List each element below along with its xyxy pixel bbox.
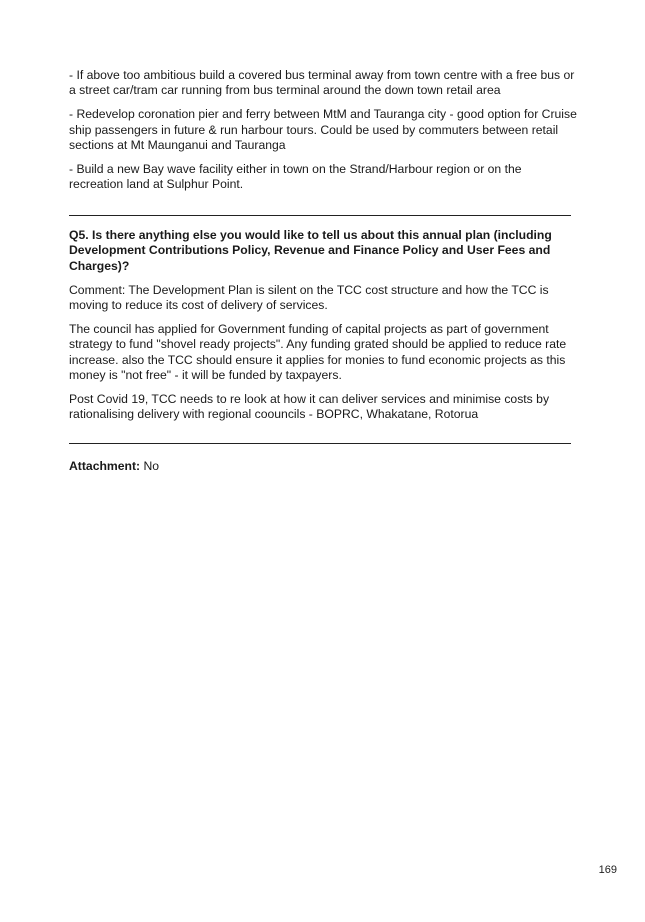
attachment-line [69,459,579,474]
section-divider [69,215,571,216]
answer-paragraph: The council has applied for Government funding of capital projects as part of government strategy to fund "shovel ready projects". Any funding grated should be applied to reduce rate increase. also the TCC should ensure it applies for monies to fund economic projects as this money is "not free" - it will be funded by taxpayers. [69,321,567,383]
page-number: 169 [598,864,617,876]
suggestion-paragraph: - Build a new Bay wave facility either in town on the Strand/Harbour region or on the recreation land at Sulphur Point. [69,162,522,192]
section-divider [69,443,571,444]
attachment-label: Attachment: [69,458,141,473]
question-heading: Q5. Is there anything else you would like to tell us about this annual plan (including Development Contributions Policy, Revenue and Finance Policy and User Fees and Charges)? [69,227,552,273]
answer-paragraph: Post Covid 19, TCC needs to re look at how it can deliver services and minimise costs by rationalising delivery with regional coouncils - BOPRC, Whakatane, Rotorua [69,392,550,422]
answer-paragraph: Comment: The Development Plan is silent on the TCC cost structure and how the TCC is moving to reduce its cost of delivery of services. [69,282,549,312]
suggestion-paragraph: - Redevelop coronation pier and ferry between MtM and Tauranga city - good option for Cruise ship passengers in future & run harbour tours. Could be used by commuters between retail sections at Mt Maunganui and Tauranga [69,107,577,153]
attachment-value: No [143,458,160,473]
suggestion-paragraph: - If above too ambitious build a covered bus terminal away from town centre with a free bus or a street car/tram car running from bus terminal around the down town retail area [69,68,575,98]
document-body [69,68,579,483]
